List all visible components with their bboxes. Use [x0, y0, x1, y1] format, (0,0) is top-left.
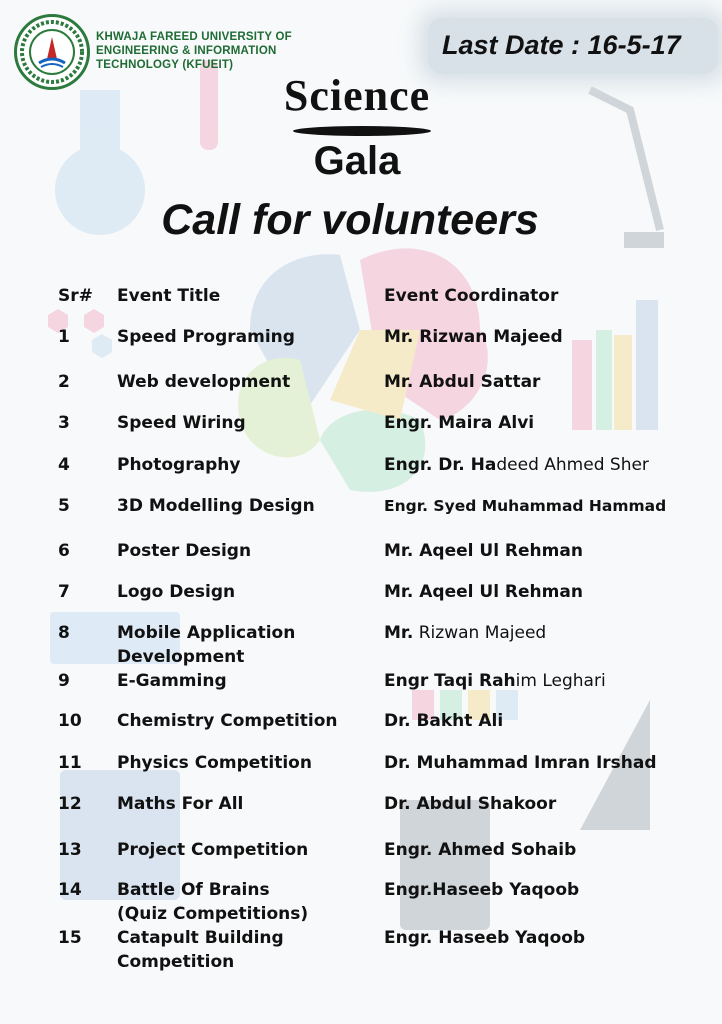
row-coordinator: Mr. Aqeel Ul Rehman: [384, 582, 583, 602]
row-sr: 14: [58, 880, 82, 900]
row-sr: 4: [58, 455, 70, 475]
row-event: Web development: [117, 372, 291, 392]
row-coordinator: Mr. Abdul Sattar: [384, 372, 541, 392]
university-name-line2: ENGINEERING & INFORMATION: [96, 45, 277, 57]
row-coordinator: Mr. Aqeel Ul Rehman: [384, 541, 583, 561]
row-event-line1: Catapult Building: [117, 928, 284, 948]
row-event: Physics Competition: [117, 753, 312, 773]
row-coordinator: [384, 621, 714, 645]
row-coordinator: Engr. Maira Alvi: [384, 413, 535, 433]
row-event: Project Competition: [117, 840, 309, 860]
logo-underline: [293, 126, 431, 136]
row-event-line2: Development: [117, 647, 245, 667]
row-sr: 6: [58, 541, 70, 561]
row-coordinator-bold: Mr.: [384, 623, 414, 643]
row-event: Maths For All: [117, 794, 244, 814]
row-sr: 12: [58, 794, 82, 814]
row-sr: 7: [58, 582, 70, 602]
row-event: [117, 878, 377, 926]
row-event: Chemistry Competition: [117, 711, 338, 731]
university-name-line1: KHWAJA FAREED UNIVERSITY OF: [96, 31, 292, 43]
row-sr: 2: [58, 372, 70, 392]
row-sr: 13: [58, 840, 82, 860]
row-event-line1: Battle Of Brains: [117, 880, 270, 900]
row-event: E-Gamming: [117, 671, 227, 691]
row-sr: 1: [58, 327, 70, 347]
row-coordinator-bold: Engr. Dr. Ha: [384, 455, 497, 475]
row-coordinator: [384, 453, 714, 477]
university-seal-icon: [17, 17, 87, 87]
logo-word-science: Science: [283, 71, 431, 120]
row-event: 3D Modelling Design: [117, 496, 315, 516]
university-logo: [14, 14, 90, 90]
row-event: Speed Wiring: [117, 413, 246, 433]
row-sr: 15: [58, 928, 82, 948]
column-header-event: Event Title: [117, 286, 221, 306]
page-title: Call for volunteers: [161, 196, 539, 244]
row-event-line2: (Quiz Competitions): [117, 904, 309, 924]
row-event: Photography: [117, 455, 241, 475]
row-event: Poster Design: [117, 541, 252, 561]
row-coordinator-bold: Engr Taqi Rah: [384, 671, 516, 691]
row-coordinator: Mr. Rizwan Majeed: [384, 327, 563, 347]
university-name: [96, 30, 316, 72]
row-sr: 3: [58, 413, 70, 433]
last-date-banner: [428, 18, 718, 74]
logo-word-gala: Gala: [313, 139, 401, 183]
row-coordinator: Engr.Haseeb Yaqoob: [384, 880, 580, 900]
last-date-text: Last Date : 16-5-17: [442, 30, 681, 60]
row-coordinator: Engr. Syed Muhammad Hammad: [384, 497, 667, 515]
row-coordinator: Engr. Ahmed Sohaib: [384, 840, 577, 860]
row-coordinator: Dr. Abdul Shakoor: [384, 794, 557, 814]
row-event-line1: Mobile Application: [117, 623, 296, 643]
row-sr: 9: [58, 671, 70, 691]
row-coordinator-regular: im Leghari: [515, 671, 606, 691]
column-header-sr: Sr#: [58, 286, 93, 306]
row-event: [117, 621, 377, 669]
row-coordinator: [384, 669, 714, 693]
column-header-coordinator: Event Coordinator: [384, 286, 559, 306]
row-coordinator: Dr. Muhammad Imran Irshad: [384, 753, 657, 773]
row-coordinator-regular: Rizwan Majeed: [413, 623, 547, 643]
row-sr: 10: [58, 711, 82, 731]
row-sr: 11: [58, 753, 82, 773]
row-coordinator: Engr. Haseeb Yaqoob: [384, 928, 586, 948]
row-coordinator-regular: deed Ahmed Sher: [496, 455, 649, 475]
row-event-line2: Competition: [117, 952, 235, 972]
row-event: Logo Design: [117, 582, 236, 602]
university-name-line3: TECHNOLOGY (KFUEIT): [96, 59, 234, 71]
row-event: Speed Programing: [117, 327, 295, 347]
row-event: [117, 926, 377, 974]
row-sr: 5: [58, 496, 70, 516]
row-sr: 8: [58, 623, 70, 643]
row-coordinator: Dr. Bakht Ali: [384, 711, 504, 731]
